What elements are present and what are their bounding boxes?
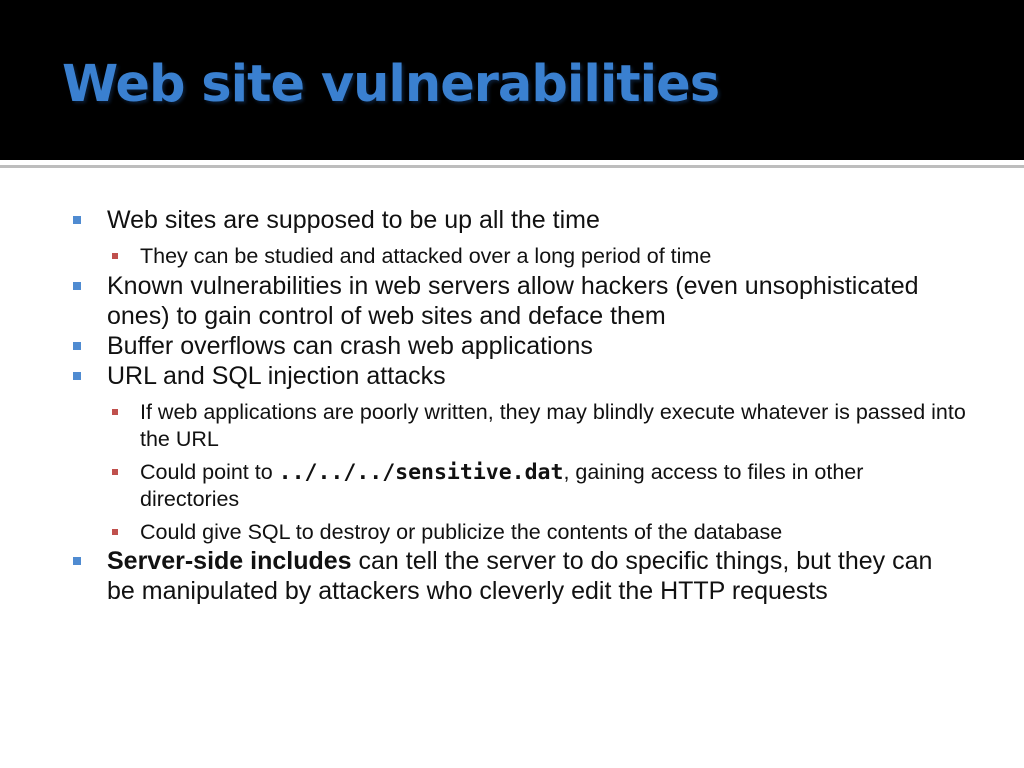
sub-bullet-item [0, 399, 1024, 453]
sub-bullet-item [0, 243, 1024, 270]
sub-bullet-text-prefix: Could point to [140, 460, 279, 484]
square-bullet-icon [73, 216, 81, 224]
square-bullet-icon [73, 557, 81, 565]
bullet-bold-term: Server-side includes [107, 547, 352, 575]
bullet-text: Known vulnerabilities in web servers allow hackers (even unsophisticated ones) to gain control of web sites and deface them [107, 272, 919, 330]
slide-title: Web site vulnerabilities [62, 55, 720, 114]
sub-bullet-text-suffix: , gaining access to files in other directories [140, 460, 864, 511]
square-bullet-icon [73, 342, 81, 350]
bullet-text: Web sites are supposed to be up all the time [107, 206, 600, 234]
square-bullet-icon [73, 282, 81, 290]
bullet-text: URL and SQL injection attacks [107, 362, 446, 390]
bullet-item [0, 271, 1024, 331]
sub-bullet-text: If web applications are poorly written, they may blindly execute whatever is passed into the URL [140, 400, 966, 451]
square-sub-bullet-icon [112, 529, 118, 535]
sub-bullet-item [0, 459, 1024, 513]
bullet-item [0, 546, 1024, 606]
sub-bullet-text: They can be studied and attacked over a long period of time [140, 244, 712, 268]
bullet-item [0, 331, 1024, 361]
square-sub-bullet-icon [112, 253, 118, 259]
bullet-item [0, 205, 1024, 235]
sub-bullet-text: Could give SQL to destroy or publicize the contents of the database [140, 520, 783, 544]
sub-bullet-item [0, 519, 1024, 546]
bullet-item [0, 361, 1024, 391]
square-sub-bullet-icon [112, 469, 118, 475]
bullet-text: Buffer overflows can crash web applications [107, 332, 593, 360]
square-sub-bullet-icon [112, 409, 118, 415]
square-bullet-icon [73, 372, 81, 380]
title-divider [0, 165, 1024, 168]
file-path-code: ../../../sensitive.dat [278, 460, 564, 485]
slide-content [0, 205, 1024, 606]
bullet-text: can tell the server to do specific things, but they can be manipulated by attackers who cleverly edit the HTTP requests [107, 547, 933, 605]
title-bar [0, 0, 1024, 160]
